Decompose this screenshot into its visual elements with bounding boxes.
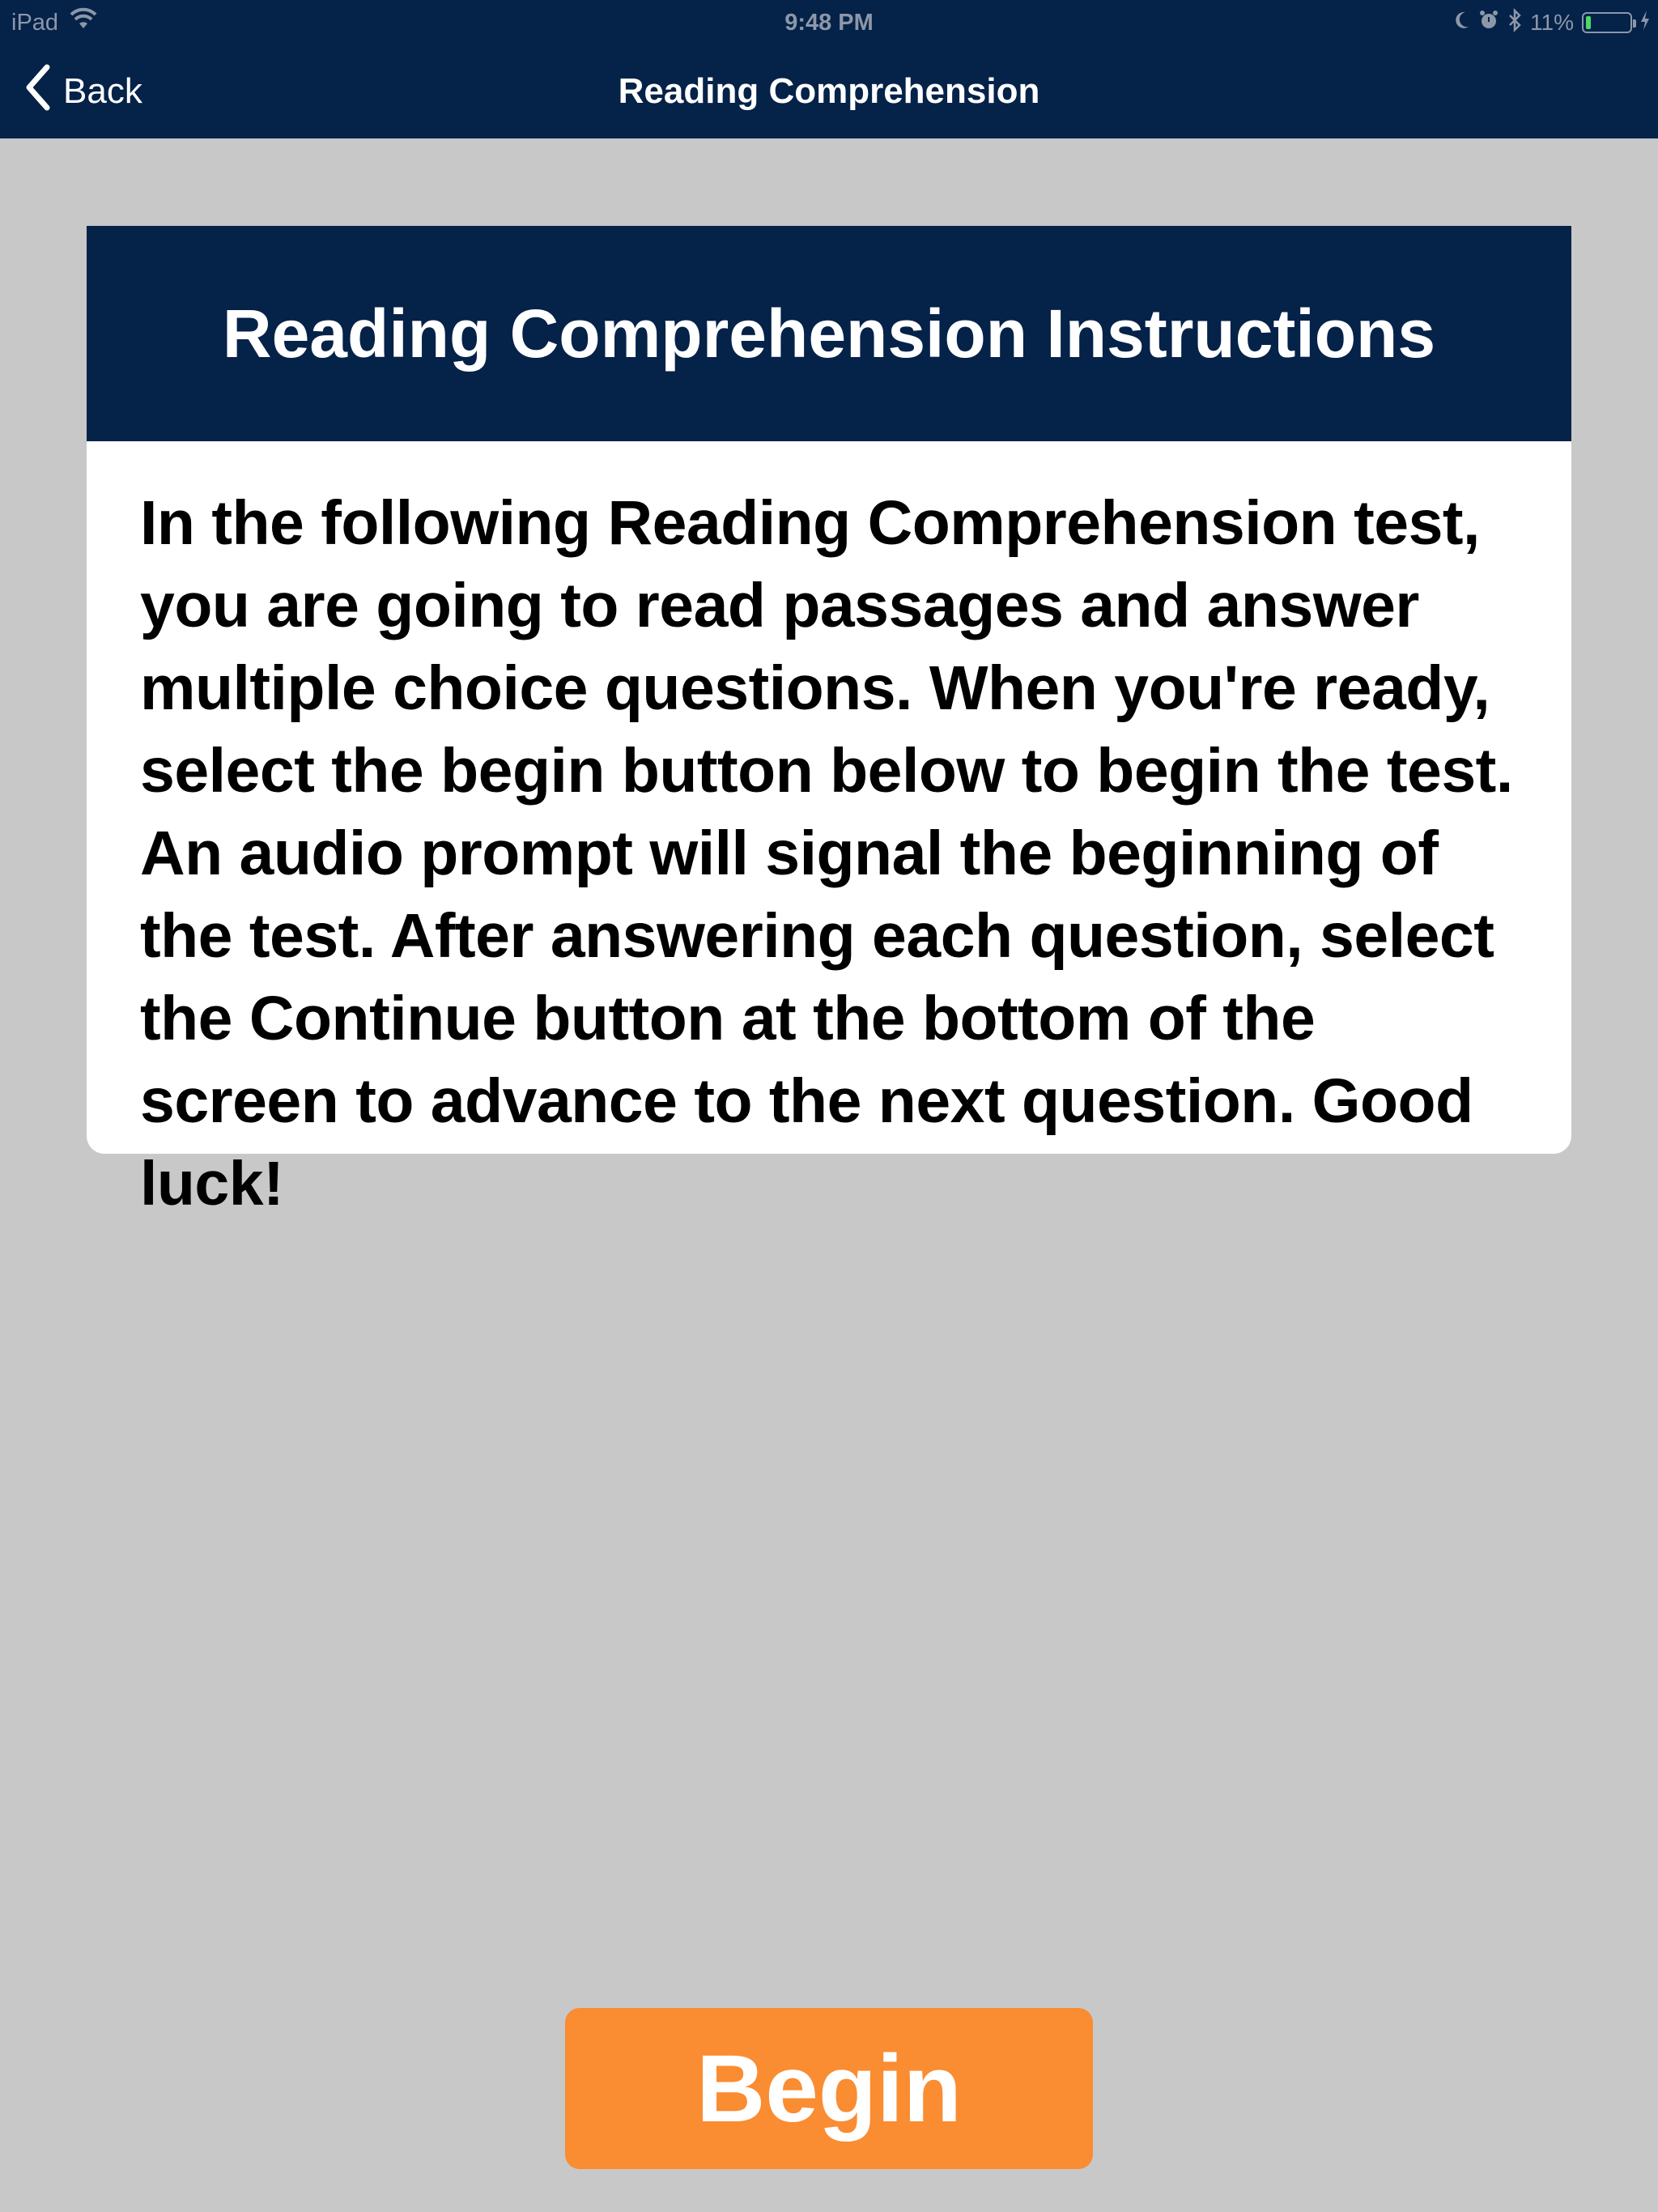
battery-percent: 11% bbox=[1530, 10, 1574, 35]
battery-icon bbox=[1582, 12, 1632, 33]
device-label: iPad bbox=[11, 9, 59, 36]
begin-button[interactable]: Begin bbox=[565, 2008, 1093, 2169]
charging-icon bbox=[1640, 10, 1650, 36]
card-title: Reading Comprehension Instructions bbox=[87, 226, 1571, 441]
moon-icon bbox=[1454, 10, 1470, 36]
alarm-icon bbox=[1478, 10, 1499, 36]
battery-level-fill bbox=[1586, 16, 1591, 29]
top-bar bbox=[0, 0, 1658, 138]
instructions-text: In the following Reading Comprehension test, you are going to read passages and answer multiple choice questions. When you're ready, select the begin button below to begin the test. An audio prompt will signal the beginning of the test. After answering each question, select the Continue button at the bottom of the screen to advance to the next question. Good luck! bbox=[140, 488, 1513, 1219]
instructions-card bbox=[87, 226, 1571, 1219]
status-right bbox=[1454, 6, 1650, 39]
bluetooth-icon bbox=[1507, 9, 1522, 37]
back-label: Back bbox=[63, 71, 142, 111]
status-time: 9:48 PM bbox=[784, 10, 874, 36]
nav-title: Reading Comprehension bbox=[618, 71, 1040, 111]
